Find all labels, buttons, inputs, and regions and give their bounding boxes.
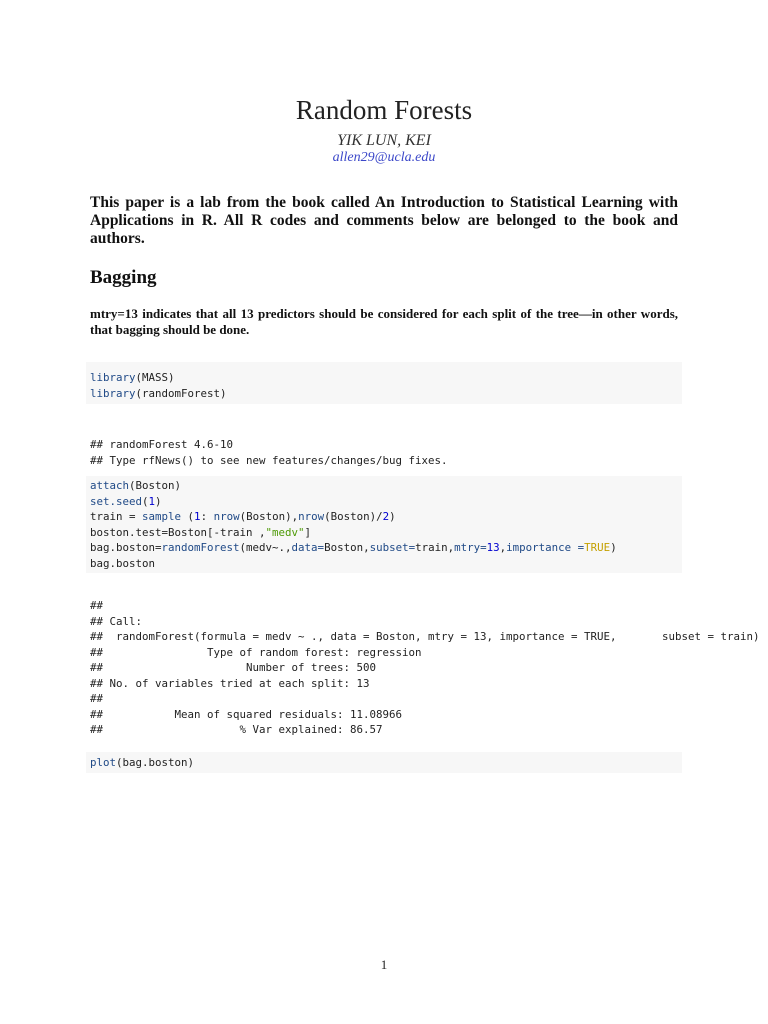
code-text: bag.boston= xyxy=(90,541,162,554)
document-title: Random Forests xyxy=(295,95,473,125)
code-function: set.seed xyxy=(90,494,143,508)
code-block-plot xyxy=(90,755,194,771)
code-function: randomForest xyxy=(161,541,240,554)
output-line: ## xyxy=(90,692,104,705)
code-text: ) xyxy=(610,541,617,554)
output-line: ## Call: xyxy=(90,614,143,628)
code-string: "medv" xyxy=(265,525,305,539)
code-number: 1 xyxy=(148,494,156,508)
output-line: ## % Var explained: 86.57 xyxy=(90,723,383,736)
code-text: bag.boston xyxy=(90,556,156,570)
code-number: 13 xyxy=(486,541,500,554)
author-email-link[interactable]: allen29@ucla.edu xyxy=(332,150,436,165)
code-text: ] xyxy=(304,525,312,539)
code-text: ) xyxy=(155,494,162,508)
code-text: : xyxy=(200,510,214,523)
code-argument: mtry= xyxy=(454,541,487,554)
code-text: train, xyxy=(415,541,455,554)
code-text: (Boston) xyxy=(129,479,182,492)
output-line: ## Mean of squared residuals: 11.08966 xyxy=(90,707,403,721)
code-function: library xyxy=(90,386,136,400)
code-constant: TRUE xyxy=(584,541,611,554)
code-text: (Boston)/ xyxy=(324,510,383,523)
code-block-bagging xyxy=(90,478,617,571)
code-function: nrow xyxy=(298,510,325,523)
code-argument: subset= xyxy=(369,541,416,554)
code-text: (MASS) xyxy=(135,371,175,384)
code-text: , xyxy=(499,541,507,554)
output-line: ## xyxy=(90,599,104,612)
author-name: YIK LUN, KEI xyxy=(337,132,431,149)
code-function: nrow xyxy=(213,510,240,523)
code-text: boston.test=Boston[-train , xyxy=(90,525,266,539)
code-number: 1 xyxy=(194,510,201,523)
console-output-1 xyxy=(90,437,448,468)
code-number: 2 xyxy=(382,510,390,523)
code-text: ) xyxy=(389,510,396,523)
output-line: ## No. of variables tried at each split: 13 xyxy=(90,676,370,690)
output-line: ## randomForest(formula = medv ~ ., data = Boston, mtry = 13, importance = TRUE, subset = train) xyxy=(90,630,760,643)
output-line: ## Type of random forest: regression xyxy=(90,645,422,659)
output-line: ## Type rfNews() to see new features/changes/bug fixes. xyxy=(90,453,448,467)
code-text: ( xyxy=(181,510,195,523)
code-argument: importance = xyxy=(506,541,585,554)
code-argument: data= xyxy=(291,541,325,554)
code-text: Boston, xyxy=(324,541,370,554)
code-function: library xyxy=(90,371,136,384)
code-text: train = xyxy=(90,510,143,523)
code-text: ( xyxy=(142,494,149,508)
abstract-paragraph: This paper is a lab from the book called An Introduction to Statistical Learning with Applications in R. All R codes and comments below are belonged to the book and authors. xyxy=(90,194,678,247)
section-heading-bagging: Bagging xyxy=(90,267,157,288)
code-block-libraries xyxy=(90,370,227,401)
output-line: ## randomForest 4.6-10 xyxy=(90,438,234,451)
code-text: (randomForest) xyxy=(135,386,227,400)
code-text: (bag.boston) xyxy=(116,756,195,769)
code-text: (medv~., xyxy=(239,541,292,554)
code-text: (Boston), xyxy=(239,510,299,523)
bagging-description: mtry=13 indicates that all 13 predictors should be considered for each split of the tree—in other words, that bagging should be done. xyxy=(90,306,678,337)
output-line: ## Number of trees: 500 xyxy=(90,661,377,674)
code-function: attach xyxy=(90,479,130,492)
code-function: sample xyxy=(142,510,182,523)
code-function: plot xyxy=(90,756,117,769)
console-output-2 xyxy=(90,598,760,738)
page-number: 1 xyxy=(380,957,388,972)
